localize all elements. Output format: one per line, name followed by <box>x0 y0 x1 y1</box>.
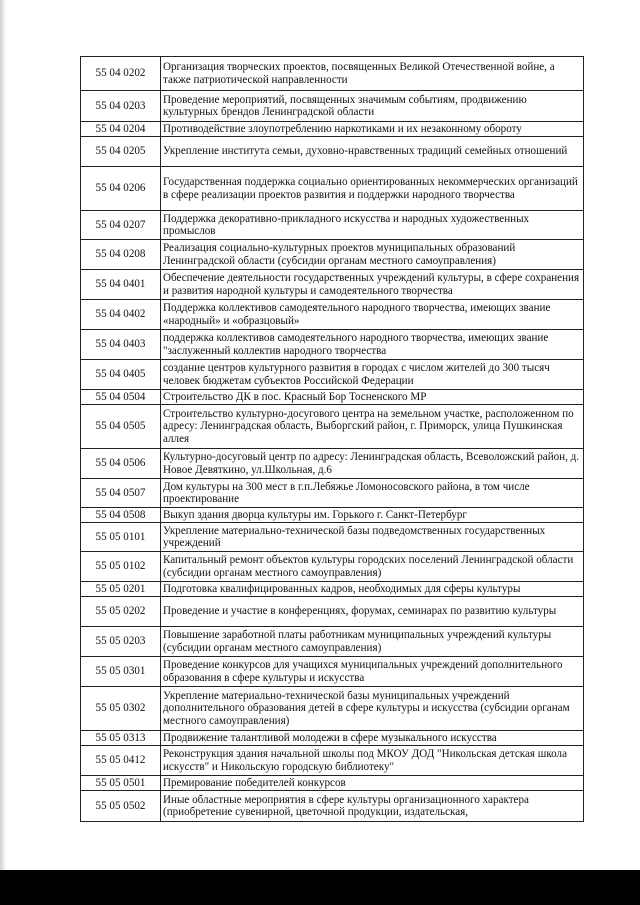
row-description: создание центров культурного развития в городах с числом жителей до 300 тысяч человек бюджетам субъектов Российской Федерации <box>161 360 584 390</box>
row-description: Организация творческих проектов, посвященных Великой Отечественной войне, а также патриотической направленности <box>161 57 584 91</box>
scan-bottom-border <box>0 870 640 905</box>
row-code: 55 04 0401 <box>81 270 161 300</box>
row-code: 55 05 0502 <box>81 791 161 822</box>
row-code: 55 05 0501 <box>81 776 161 791</box>
row-description: Поддержка коллективов самодеятельного народного творчества, имеющих звание «народный» и «образцовый» <box>161 300 584 330</box>
table-row <box>81 330 584 360</box>
table-row <box>81 508 584 523</box>
table-row <box>81 597 584 627</box>
table-row <box>81 405 584 449</box>
row-code: 55 05 0412 <box>81 746 161 776</box>
row-description: Капитальный ремонт объектов культуры городских поселений Ленинградской области (субсидии органам местного самоуправления) <box>161 552 584 582</box>
table-row <box>81 449 584 479</box>
row-code: 55 05 0313 <box>81 731 161 746</box>
row-code: 55 04 0402 <box>81 300 161 330</box>
table-row <box>81 137 584 167</box>
row-description: Государственная поддержка социально ориентированных некоммерческих организаций в сфере реализации проектов развития и поддержки народного творчества <box>161 167 584 211</box>
row-description: Проведение конкурсов для учащихся муниципальных учреждений дополнительного образования в сфере культуры и искусства <box>161 657 584 687</box>
row-description: Проведение и участие в конференциях, форумах, семинарах по развитию культуры <box>161 597 584 627</box>
table-row <box>81 657 584 687</box>
table-row <box>81 479 584 508</box>
row-code: 55 04 0505 <box>81 405 161 449</box>
table-row <box>81 390 584 405</box>
table-row <box>81 552 584 582</box>
row-description: поддержка коллективов самодеятельного народного творчества, имеющих звание "заслуженный коллектив народного творчества <box>161 330 584 360</box>
row-description: Противодействие злоупотреблению наркотиками и их незаконному обороту <box>161 122 584 137</box>
row-description: Укрепление института семьи, духовно-нравственных традиций семейных отношений <box>161 137 584 167</box>
row-description: Обеспечение деятельности государственных учреждений культуры, в сфере сохранения и развития народной культуры и самодеятельного творчества <box>161 270 584 300</box>
row-description: Проведение мероприятий, посвященных значимым событиям, продвижению культурных брендов Ленинградской области <box>161 91 584 122</box>
row-description: Культурно-досуговый центр по адресу: Ленинградская область, Всеволожский район, д. Новое Девяткино, ул.Школьная, д.6 <box>161 449 584 479</box>
row-code: 55 04 0203 <box>81 91 161 122</box>
row-code: 55 04 0504 <box>81 390 161 405</box>
row-code: 55 04 0207 <box>81 211 161 240</box>
table-row <box>81 122 584 137</box>
row-code: 55 04 0208 <box>81 240 161 270</box>
table-row <box>81 627 584 657</box>
table-row <box>81 270 584 300</box>
row-code: 55 04 0204 <box>81 122 161 137</box>
table-row <box>81 687 584 731</box>
row-description: Укрепление материально-технической базы муниципальных учреждений дополнительного образования детей в сфере культуры и искусства (субсидии органам местного самоуправления) <box>161 687 584 731</box>
row-description: Строительство ДК в пос. Красный Бор Тосненского МР <box>161 390 584 405</box>
row-code: 55 04 0205 <box>81 137 161 167</box>
row-code: 55 05 0201 <box>81 582 161 597</box>
table-row <box>81 523 584 552</box>
row-description: Подготовка квалифицированных кадров, необходимых для сферы культуры <box>161 582 584 597</box>
row-code: 55 05 0101 <box>81 523 161 552</box>
table-row <box>81 360 584 390</box>
row-code: 55 04 0508 <box>81 508 161 523</box>
table-row <box>81 582 584 597</box>
row-description: Выкуп здания дворца культуры им. Горького г. Санкт-Петербург <box>161 508 584 523</box>
table-row <box>81 746 584 776</box>
row-description: Премирование победителей конкурсов <box>161 776 584 791</box>
row-code: 55 05 0302 <box>81 687 161 731</box>
row-code: 55 04 0405 <box>81 360 161 390</box>
row-description: Реконструкция здания начальной школы под МКОУ ДОД "Никольская детская школа искусств" и Никольскую городскую библиотеку" <box>161 746 584 776</box>
scan-page-edge <box>0 0 6 870</box>
table-row <box>81 57 584 91</box>
row-description: Иные областные мероприятия в сфере культуры организационного характера (приобретение сувенирной, цветочной продукции, издательская, <box>161 791 584 822</box>
table-row <box>81 167 584 211</box>
row-description: Повышение заработной платы работникам муниципальных учреждений культуры (субсидии органам местного самоуправления) <box>161 627 584 657</box>
row-description: Дом культуры на 300 мест в г.п.Лебяжье Ломоносовского района, в том числе проектирование <box>161 479 584 508</box>
table-row <box>81 91 584 122</box>
row-code: 55 05 0301 <box>81 657 161 687</box>
row-code: 55 04 0206 <box>81 167 161 211</box>
table-row <box>81 731 584 746</box>
table-row <box>81 791 584 822</box>
row-code: 55 04 0507 <box>81 479 161 508</box>
row-code: 55 04 0202 <box>81 57 161 91</box>
row-code: 55 04 0403 <box>81 330 161 360</box>
table-row <box>81 240 584 270</box>
row-code: 55 05 0203 <box>81 627 161 657</box>
row-description: Реализация социально-культурных проектов муниципальных образований Ленинградской области (субсидии органам местного самоуправления) <box>161 240 584 270</box>
budget-codes-table <box>80 56 584 822</box>
table-row <box>81 776 584 791</box>
table-row <box>81 211 584 240</box>
row-code: 55 04 0506 <box>81 449 161 479</box>
row-description: Строительство культурно-досугового центра на земельном участке, расположенном по адресу: Ленинградская область, Выборгский район, г. Приморск, улица Пушкинская аллея <box>161 405 584 449</box>
table-row <box>81 300 584 330</box>
row-description: Продвижение талантливой молодежи в сфере музыкального искусства <box>161 731 584 746</box>
row-description: Укрепление материально-технической базы подведомственных государственных учреждений <box>161 523 584 552</box>
row-description: Поддержка декоративно-прикладного искусства и народных художественных промыслов <box>161 211 584 240</box>
row-code: 55 05 0202 <box>81 597 161 627</box>
row-code: 55 05 0102 <box>81 552 161 582</box>
